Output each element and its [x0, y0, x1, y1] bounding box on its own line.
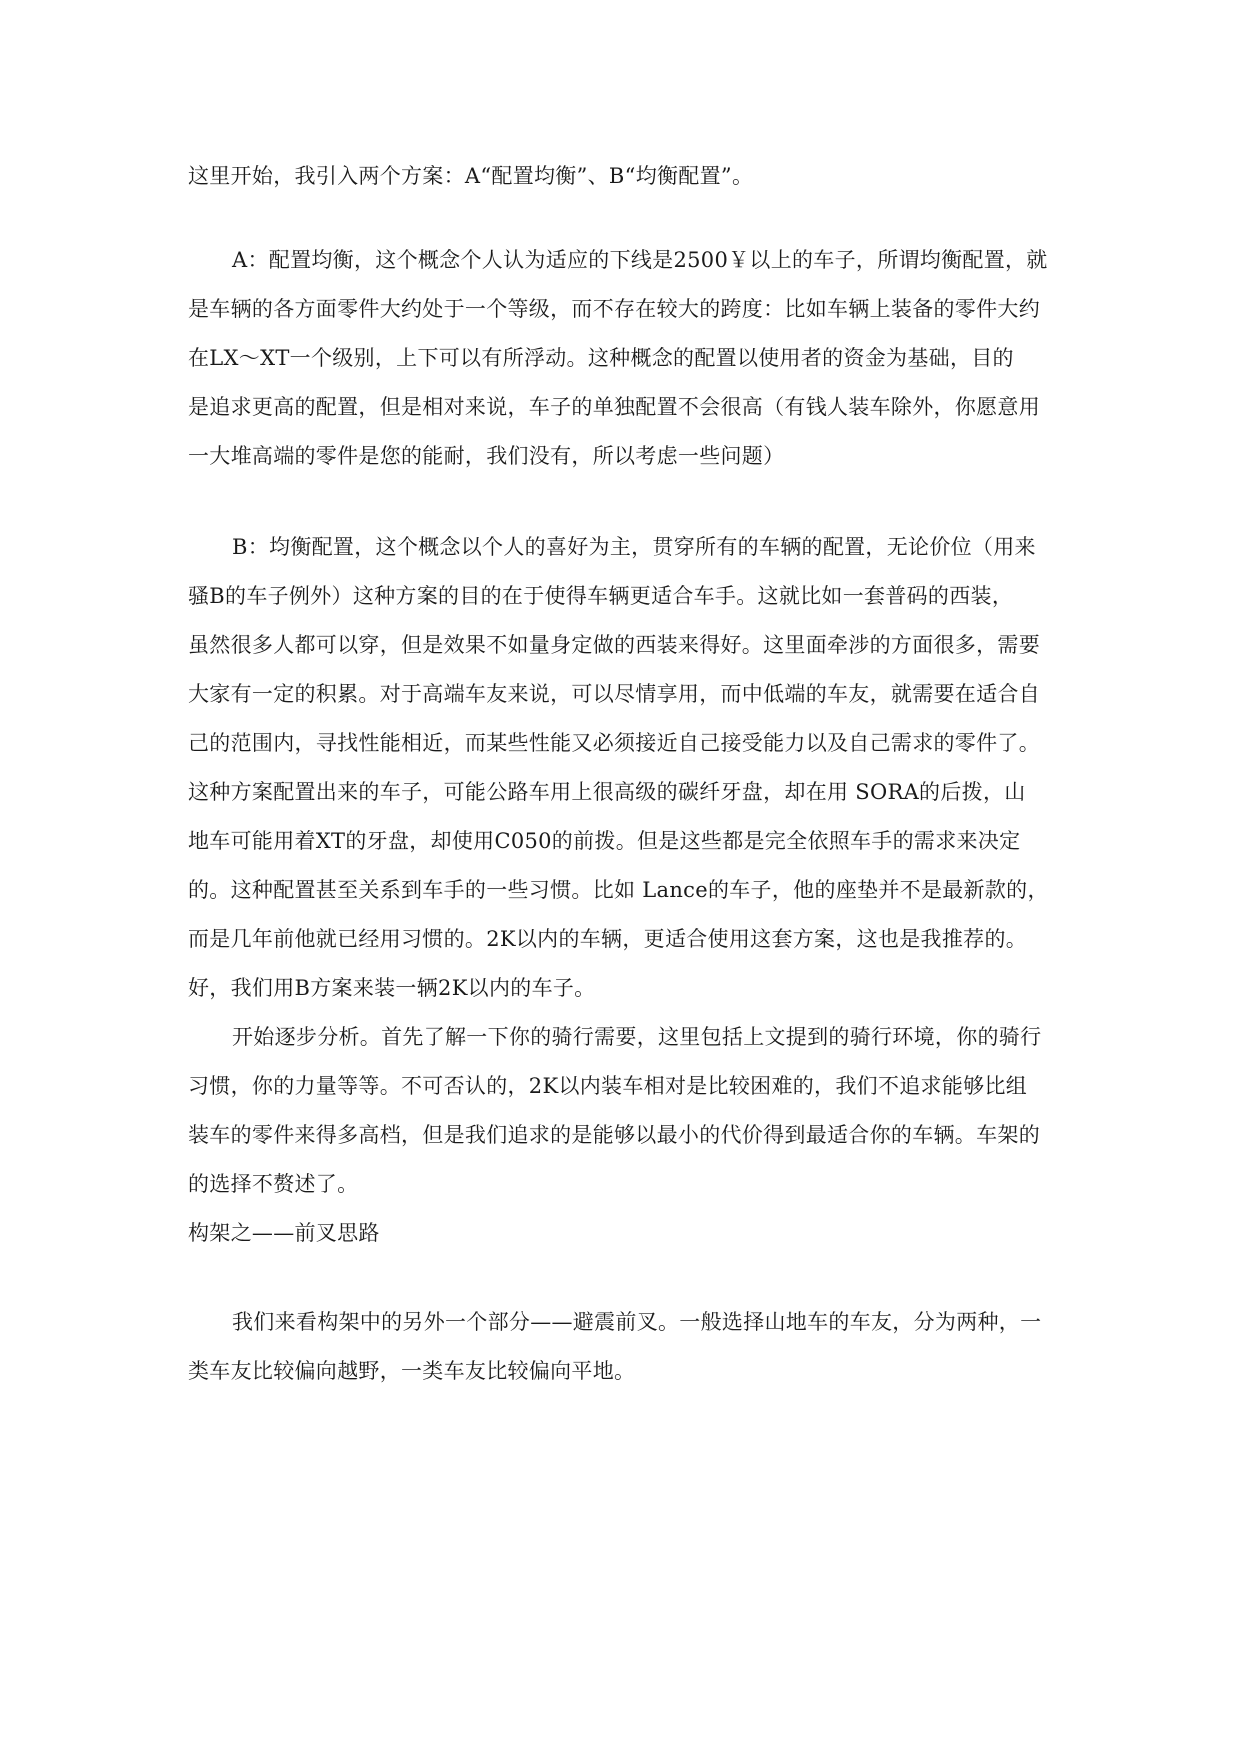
intro-line: 这里开始，我引入两个方案：A“配置均衡”、B“均衡配置”。: [188, 164, 754, 188]
plan-a-line-3: 在LX～XT一个级别，上下可以有所浮动。这种概念的配置以使用者的资金为基础，目的: [188, 346, 1014, 370]
plan-b-line-7: 地车可能用着XT的牙盘，却使用C050的前拨。但是这些都是完全依照车手的需求来决定: [188, 829, 1021, 853]
plan-b-line-8: 的。这种配置甚至关系到车手的一些习惯。比如 Lance的车子，他的座垫并不是最新款的，: [188, 878, 1049, 902]
plan-b-line-5: 己的范围内，寻找性能相近，而某些性能又必须接近自己接受能力以及自己需求的零件了。: [188, 731, 1040, 755]
plan-a-line-2: 是车辆的各方面零件大约处于一个等级，而不存在较大的跨度：比如车辆上装备的零件大约: [188, 297, 1040, 321]
plan-b-line-3: 虽然很多人都可以穿，但是效果不如量身定做的西装来得好。这里面牵涉的方面很多，需要: [188, 633, 1040, 657]
analysis-line-3: 装车的零件来得多高档，但是我们追求的是能够以最小的代价得到最适合你的车辆。车架的: [188, 1123, 1040, 1147]
analysis-line-2: 习惯，你的力量等等。不可否认的，2K以内装车相对是比较困难的，我们不追求能够比组: [188, 1074, 1028, 1098]
fork-line-2: 类车友比较偏向越野，一类车友比较偏向平地。: [188, 1359, 636, 1383]
plan-b-line-4: 大家有一定的积累。对于高端车友来说，可以尽情享用，而中低端的车友，就需要在适合自: [188, 682, 1040, 706]
analysis-line-4: 的选择不赘述了。: [188, 1172, 359, 1196]
plan-b-line-2: 骚B的车子例外）这种方案的目的在于使得车辆更适合车手。这就比如一套普码的西装，: [188, 584, 1014, 608]
plan-a-line-4: 是追求更高的配置，但是相对来说，车子的单独配置不会很高（有钱人装车除外，你愿意用: [188, 395, 1040, 419]
plan-b-line-10: 好，我们用B方案来装一辆2K以内的车子。: [188, 976, 596, 1000]
plan-a-line-1: A：配置均衡，这个概念个人认为适应的下线是2500￥以上的车子，所谓均衡配置，就: [232, 248, 1048, 272]
analysis-line-1: 开始逐步分析。首先了解一下你的骑行需要，这里包括上文提到的骑行环境，你的骑行: [232, 1025, 1042, 1049]
section-heading: 构架之——前叉思路: [188, 1221, 380, 1245]
plan-a-line-5: 一大堆高端的零件是您的能耐，我们没有，所以考虑一些问题）: [188, 444, 785, 468]
fork-line-1: 我们来看构架中的另外一个部分——避震前叉。一般选择山地车的车友，分为两种，一: [232, 1310, 1042, 1334]
plan-b-line-6: 这种方案配置出来的车子，可能公路车用上很高级的碳纤牙盘，却在用 SORA的后拨，山: [188, 780, 1026, 804]
plan-b-line-9: 而是几年前他就已经用习惯的。2K以内的车辆，更适合使用这套方案，这也是我推荐的。: [188, 927, 1028, 951]
plan-b-line-1: B：均衡配置，这个概念以个人的喜好为主，贯穿所有的车辆的配置，无论价位（用来: [232, 535, 1036, 559]
